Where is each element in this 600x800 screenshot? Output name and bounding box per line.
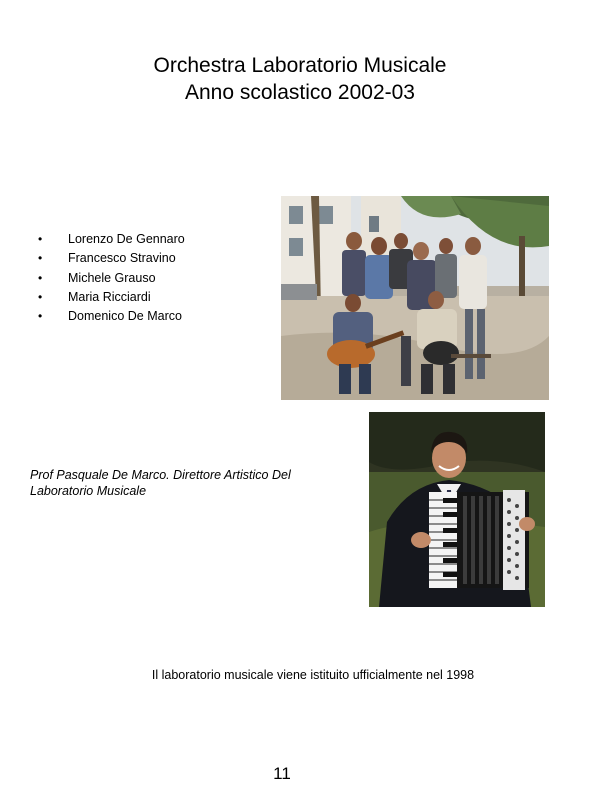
founding-note: Il laboratorio musicale viene istituito ufficialmente nel 1998 — [151, 668, 475, 682]
bullet: • — [38, 270, 43, 285]
member-name: Maria Ricciardi — [68, 289, 151, 304]
list-item — [38, 249, 185, 268]
list-item — [38, 307, 185, 326]
member-name: Francesco Stravino — [68, 251, 176, 266]
member-name: Domenico De Marco — [68, 309, 182, 324]
list-item — [38, 288, 185, 307]
orchestra-group-photo — [281, 196, 549, 400]
bullet: • — [38, 309, 43, 324]
member-name: Michele Grauso — [68, 270, 156, 285]
director-accordion-photo — [369, 412, 545, 607]
list-item — [38, 230, 185, 249]
member-name: Lorenzo De Gennaro — [68, 232, 185, 246]
list-item — [38, 269, 185, 288]
page-number: 11 — [273, 764, 291, 783]
page-title — [0, 52, 600, 106]
bullet: • — [38, 232, 43, 246]
title-line-2: Anno scolastico 2002-03 — [185, 81, 415, 104]
bullet: • — [38, 289, 43, 304]
title-line-1: Orchestra Laboratorio Musicale — [153, 54, 447, 77]
member-list — [38, 230, 185, 326]
bullet: • — [38, 251, 43, 266]
director-caption: Prof Pasquale De Marco. Direttore Artistico Del Laboratorio Musicale — [30, 468, 291, 498]
